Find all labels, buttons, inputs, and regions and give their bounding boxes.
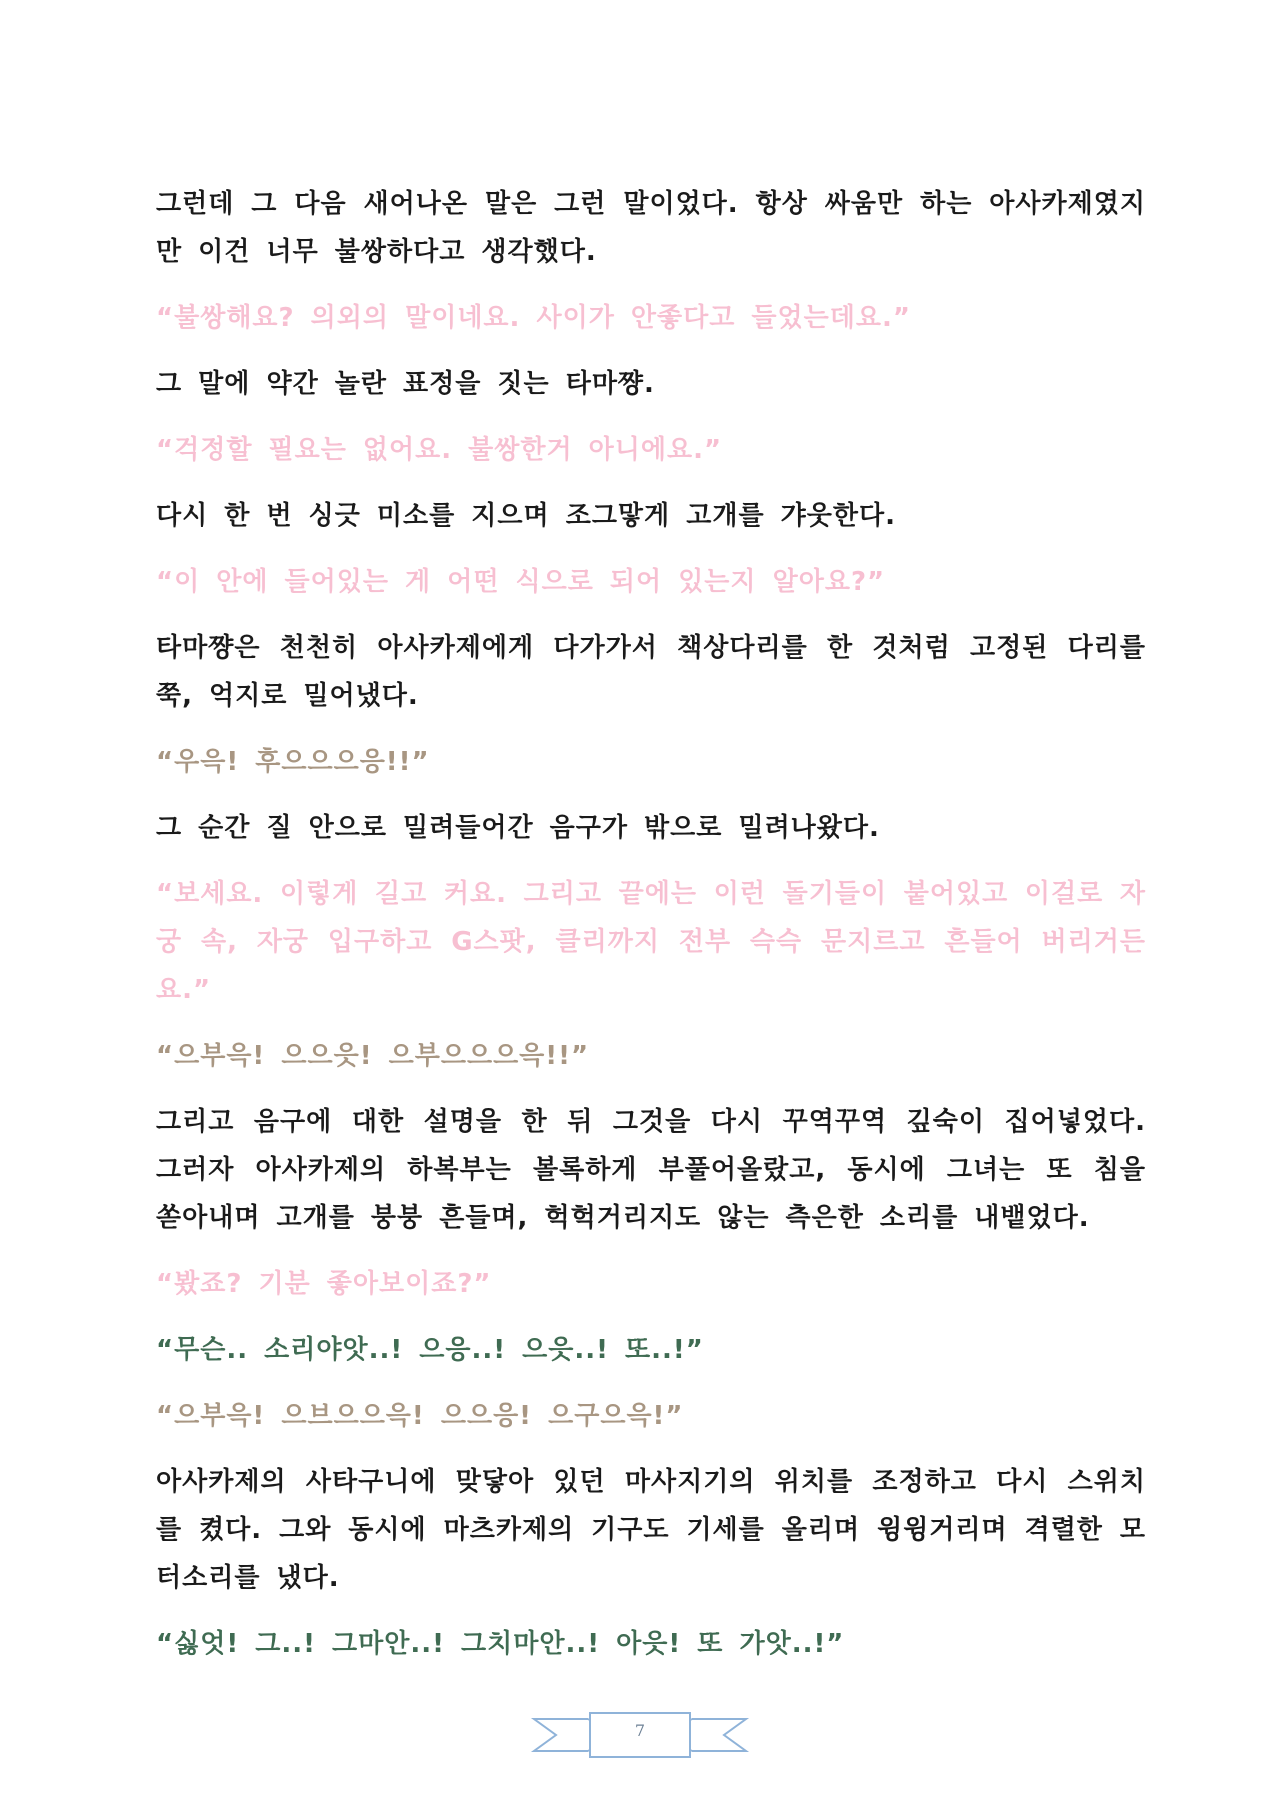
narration-paragraph: 그 말에 약간 놀란 표정을 짓는 타마쨩. [156,369,655,399]
dialogue-line: “싫엇! 그..! 그마안..! 그치마안..! 아읏! 또 가앗..!” [156,1629,845,1659]
dialogue-line: “무슨.. 소리야앗..! 으응..! 으읏..! 또..!” [156,1335,704,1365]
narration-paragraph: 그리고 음구에 대한 설명을 한 뒤 그것을 다시 꾸역꾸역 깊숙이 집어넣었다. 그러자 아사카제의 하복부는 볼록하게 부풀어올랐고, 동시에 그녀는 또 침을 쏟아내며 고개를 붕붕 흔들며, 헉헉거리지도 않는 측은한 소리를 내뱉었다. [156,1107,1146,1233]
narration-paragraph: 그런데 그 다음 새어나온 말은 그런 말이었다. 항상 싸움만 하는 아사카제였지만 이건 너무 불쌍하다고 생각했다. [156,189,1146,267]
dialogue-line: “걱정할 필요는 없어요. 불쌍한거 아니에요.” [156,435,723,465]
dialogue-line: “봤죠? 기분 좋아보이죠?” [156,1269,492,1299]
dialogue-line: “으부윽! 으브으으윽! 으으응! 으구으윽!” [156,1401,684,1431]
narration-paragraph: 그 순간 질 안으로 밀려들어간 음구가 밖으로 밀려나왔다. [156,813,880,843]
narration-paragraph: 아사카제의 사타구니에 맞닿아 있던 마사지기의 위치를 조정하고 다시 스위치를 켰다. 그와 동시에 마츠카제의 기구도 기세를 올리며 윙윙거리며 격렬한 모터소리를 냈다. [156,1467,1146,1593]
page-body [156,180,1146,1686]
narration-paragraph: 타마쨩은 천천히 아사카제에게 다가가서 책상다리를 한 것처럼 고정된 다리를 쭉, 억지로 밀어냈다. [156,633,1146,711]
dialogue-line: “으부윽! 으으읏! 으부으으으윽!!” [156,1041,590,1071]
dialogue-line: “이 안에 들어있는 게 어떤 식으로 되어 있는지 알아요?” [156,567,886,597]
page-number: 7 [634,1721,646,1740]
dialogue-line: “우윽! 후으으으응!!” [156,747,430,777]
narration-paragraph: 다시 한 번 싱긋 미소를 지으며 조그맣게 고개를 갸웃한다. [156,501,896,531]
dialogue-line: “불쌍해요? 의외의 말이네요. 사이가 안좋다고 들었는데요.” [156,303,911,333]
dialogue-line: “보세요. 이렇게 길고 커요. 그리고 끝에는 이런 돌기들이 붙어있고 이걸로 자궁 속, 자궁 입구하고 G스팟, 클리까지 전부 슥슥 문지르고 흔들어 버리거든요.” [156,879,1146,1005]
page-footer [530,1705,750,1765]
